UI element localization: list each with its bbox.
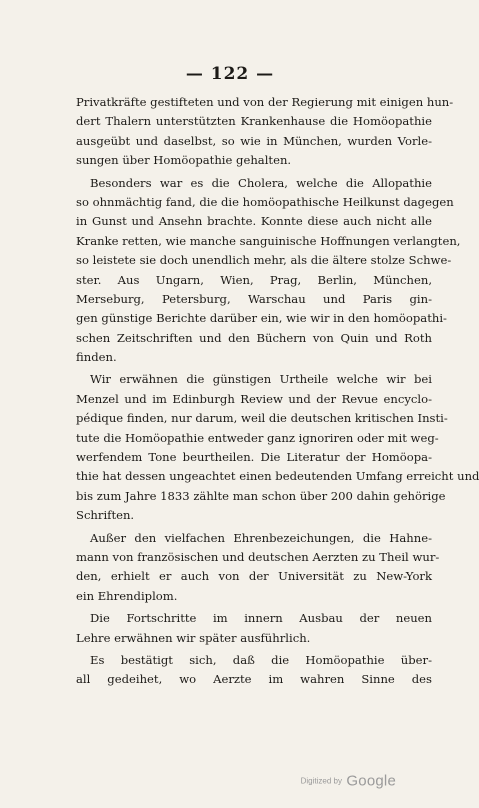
- text-line: den, erhielt er auch von der Universität zu New-York: [76, 569, 432, 584]
- text-line: Wir erwähnen die günstigen Urtheile welche wir bei: [90, 372, 432, 387]
- watermark-prefix: Digitized by: [300, 776, 342, 786]
- text-line: gen günstige Berichte darüber ein, wie wir in den homöopathi-: [76, 311, 447, 326]
- page-number: — 122 —: [185, 64, 275, 84]
- text-line: Kranke retten, wie manche sanguinische Hoffnungen verlangten,: [76, 233, 461, 248]
- text-line: bis zum Jahre 1833 zählte man schon über 200 dahin gehörige: [76, 488, 446, 503]
- text-line: Außer den vielfachen Ehrenbezeichungen, die Hahne-: [90, 530, 432, 545]
- text-line: Menzel und im Edinburgh Review und der Revue encyclo-: [76, 391, 432, 406]
- text-line: sungen über Homöopathie gehalten.: [76, 153, 292, 168]
- text-line: dert Thalern unterstützten Krankenhause die Homöopathie: [76, 114, 432, 129]
- text-line: Merseburg, Petersburg, Warschau und Paris gin-: [76, 291, 432, 306]
- text-line: Privatkräfte gestifteten und von der Regierung mit einigen hun-: [76, 95, 454, 109]
- text-line: schen Zeitschriften und den Büchern von Quin und Roth: [76, 330, 432, 345]
- text-line: ein Ehrendiplom.: [76, 588, 178, 603]
- text-line: finden.: [76, 350, 117, 365]
- body-text: [76, 93, 479, 690]
- text-line: mann von französischen und deutschen Aerzten zu Theil wur-: [76, 549, 440, 564]
- text-line: Schriften.: [76, 508, 135, 523]
- text-line: Die Fortschritte im innern Ausbau der neuen: [90, 611, 432, 626]
- text-line: so leistete sie doch unendlich mehr, als die ältere stolze Schwe-: [76, 253, 452, 268]
- text-line: tute die Homöopathie entweder ganz ignoriren oder mit weg-: [76, 430, 439, 445]
- text-line: so ohnmächtig fand, die die homöopathische Heilkunst dagegen: [76, 194, 454, 209]
- text-line: Lehre erwähnen wir später ausführlich.: [76, 630, 311, 645]
- text-line: Es bestätigt sich, daß die Homöopathie über-: [90, 652, 432, 667]
- watermark-brand: Google: [346, 772, 396, 790]
- text-line: all gedeihet, wo Aerzte im wahren Sinne des: [76, 672, 432, 687]
- text-line: pédique finden, nur darum, weil die deutschen kritischen Insti-: [76, 411, 448, 426]
- text-line: werfendem Tone beurtheilen. Die Literatur der Homöopa-: [76, 450, 432, 465]
- digitization-watermark: [301, 772, 396, 790]
- text-line: in Gunst und Ansehn brachte. Konnte diese auch nicht alle: [76, 214, 432, 229]
- text-line: Besonders war es die Cholera, welche die Allopathie: [90, 175, 432, 190]
- text-line: ster. Aus Ungarn, Wien, Prag, Berlin, München,: [76, 272, 432, 287]
- text-line: thie hat dessen ungeachtet einen bedeutenden Umfang erreicht und: [76, 469, 479, 484]
- text-line: ausgeübt und daselbst, so wie in München, wurden Vorle-: [76, 133, 432, 148]
